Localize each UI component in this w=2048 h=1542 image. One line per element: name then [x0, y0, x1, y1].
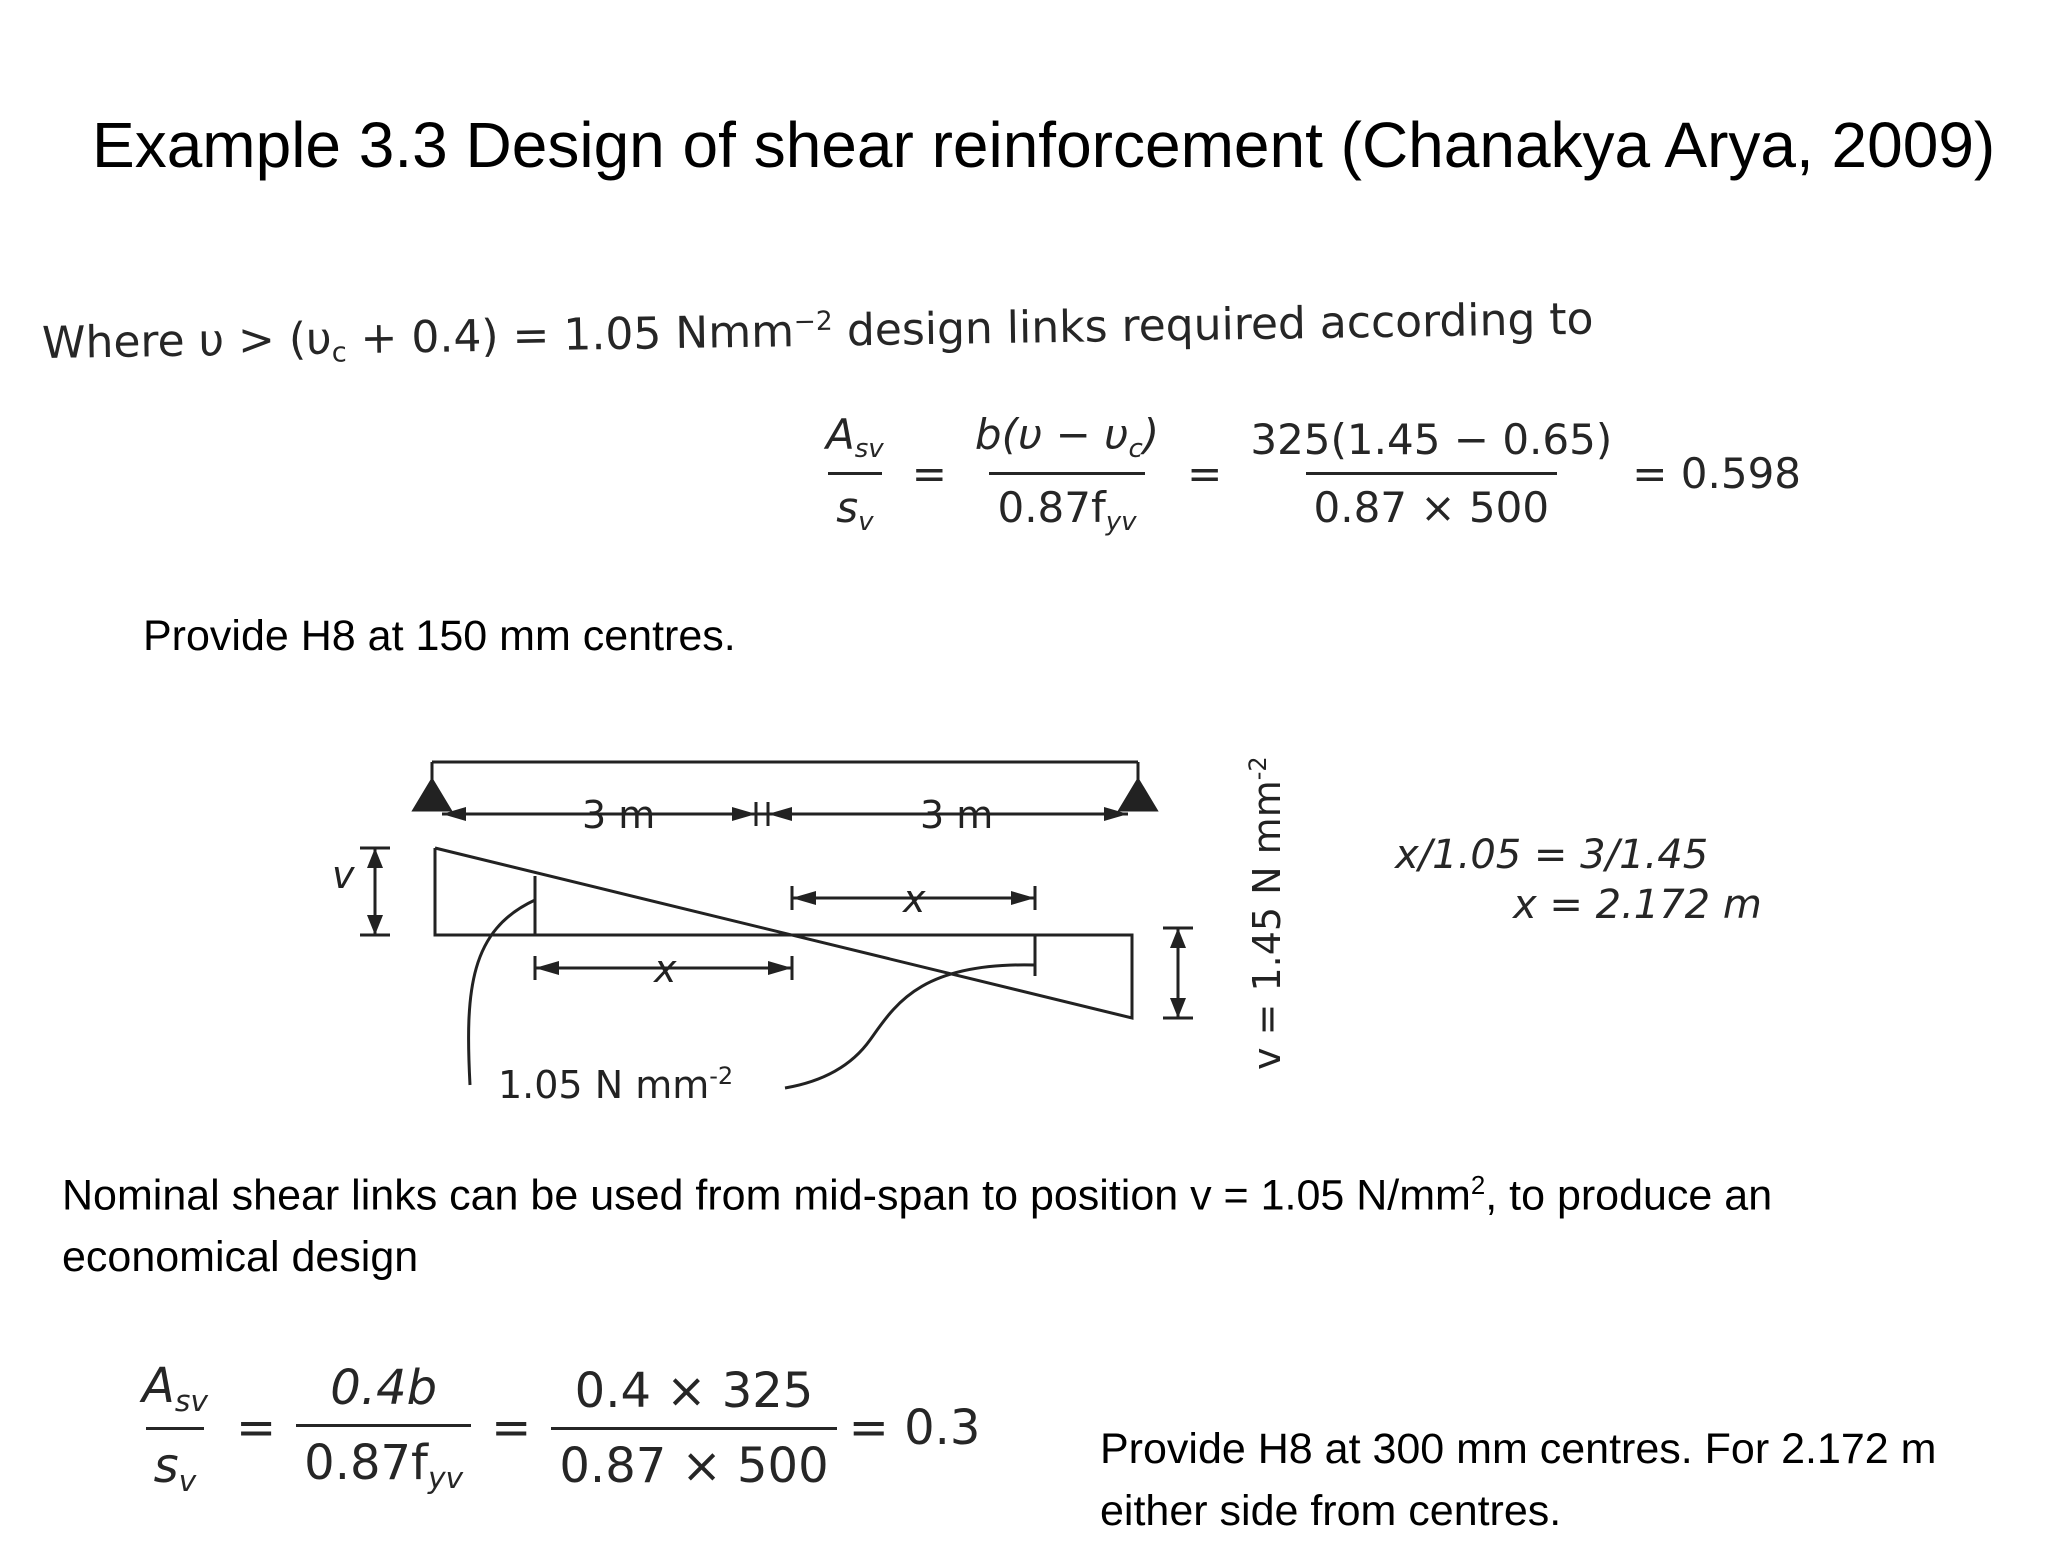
condition-sub-c: c — [331, 337, 348, 369]
general-denominator-sub-2: yv — [427, 1461, 464, 1497]
nominal-text-part1: Nominal shear links can be used from mid-span to position v = 1.05 N/mm — [62, 1171, 1471, 1220]
substituted-numerator-2: 0.4 × 325 — [574, 1362, 814, 1419]
sv-subscript-2: v — [178, 1463, 197, 1499]
formula-nominal-links — [128, 1358, 994, 1499]
fraction-general-2 — [296, 1360, 471, 1496]
substituted-numerator: 325(1.45 − 0.65) — [1250, 414, 1613, 464]
condition-where: Where — [41, 315, 186, 369]
left-support — [414, 780, 450, 810]
general-numerator-sub: c — [1128, 433, 1143, 464]
sv-symbol: s — [836, 482, 859, 532]
asv-symbol-2: A — [142, 1358, 175, 1414]
nominal-text-superscript: 2 — [1470, 1172, 1486, 1200]
right-support — [1120, 780, 1156, 810]
general-numerator-2: 0.4b — [330, 1360, 438, 1417]
nominal-text-part2: , to produce an economical design — [62, 1171, 1773, 1282]
x-label-lower: x — [654, 947, 677, 991]
left-leader-curve — [469, 900, 535, 1085]
fraction-general — [967, 410, 1167, 537]
x-calc-line2: x = 2.172 m — [1513, 882, 1762, 928]
condition-plus: + 0.4) — [360, 310, 499, 364]
shear-diagram-outline — [435, 848, 1132, 1018]
stress-label: 1.05 N $mm^{-2}$ — [498, 1062, 734, 1107]
x-calculation — [1395, 830, 1762, 930]
sv-subscript: v — [858, 506, 874, 537]
condition-v-symbol: υ — [198, 315, 225, 367]
equals-sign: = — [1187, 448, 1223, 498]
asv-subscript-2: sv — [174, 1383, 208, 1419]
fraction-substituted — [1242, 415, 1620, 532]
formula-result: = 0.598 — [1632, 448, 1802, 498]
condition-line — [42, 294, 1594, 374]
general-denominator-2: 0.87f — [304, 1435, 428, 1492]
dim-left-label: 3 m — [582, 793, 656, 837]
dim-right-label: 3 m — [920, 793, 994, 837]
condition-tail: design links required according to — [846, 293, 1594, 357]
nominal-links-text — [62, 1155, 1992, 1288]
equals-sign: = — [911, 448, 947, 498]
equals-sign-2: = — [235, 1400, 277, 1457]
sv-symbol-2: s — [153, 1437, 179, 1494]
condition-gt: > — [237, 314, 276, 366]
substituted-denominator-2: 0.87 × 500 — [551, 1427, 836, 1494]
asv-symbol: A — [826, 410, 855, 459]
equals-sign-2b: = — [491, 1400, 532, 1457]
general-numerator: b(υ − υ — [974, 410, 1129, 459]
provide-300-text: Provide H8 at 300 mm centres. For 2.172 m either side from centres. — [1100, 1425, 1937, 1535]
general-denominator: 0.87f — [997, 482, 1106, 532]
x-calc-line1: x/1.05 = 3/1.45 — [1395, 832, 1709, 878]
condition-equals-value: = 1.05 Nmm — [512, 306, 795, 362]
condition-exponent: −2 — [793, 305, 833, 338]
asv-subscript: sv — [854, 433, 884, 464]
provide-150-text: Provide H8 at 150 mm centres. — [143, 612, 736, 660]
fraction-asv-sv-2 — [134, 1358, 216, 1499]
formula2-result: = 0.3 — [848, 1400, 981, 1457]
x-label-upper: x — [903, 877, 926, 921]
general-numerator-close: ) — [1142, 410, 1160, 459]
fraction-substituted-2 — [551, 1363, 836, 1494]
shear-force-diagram — [280, 700, 1340, 1120]
substituted-denominator: 0.87 × 500 — [1306, 472, 1558, 532]
fraction-asv-sv — [818, 410, 892, 537]
right-leader-curve — [785, 965, 1035, 1088]
v145-label: v = 1.45 N $mm^{-2}$ — [1244, 756, 1289, 1070]
formula-links-required — [812, 410, 1815, 537]
general-denominator-sub: yv — [1105, 506, 1137, 537]
v-label: v — [332, 853, 355, 897]
page-title: Example 3.3 Design of shear reinforcement (Chanakya Arya, 2009) — [92, 109, 1996, 181]
condition-paren: (υ — [288, 313, 332, 366]
